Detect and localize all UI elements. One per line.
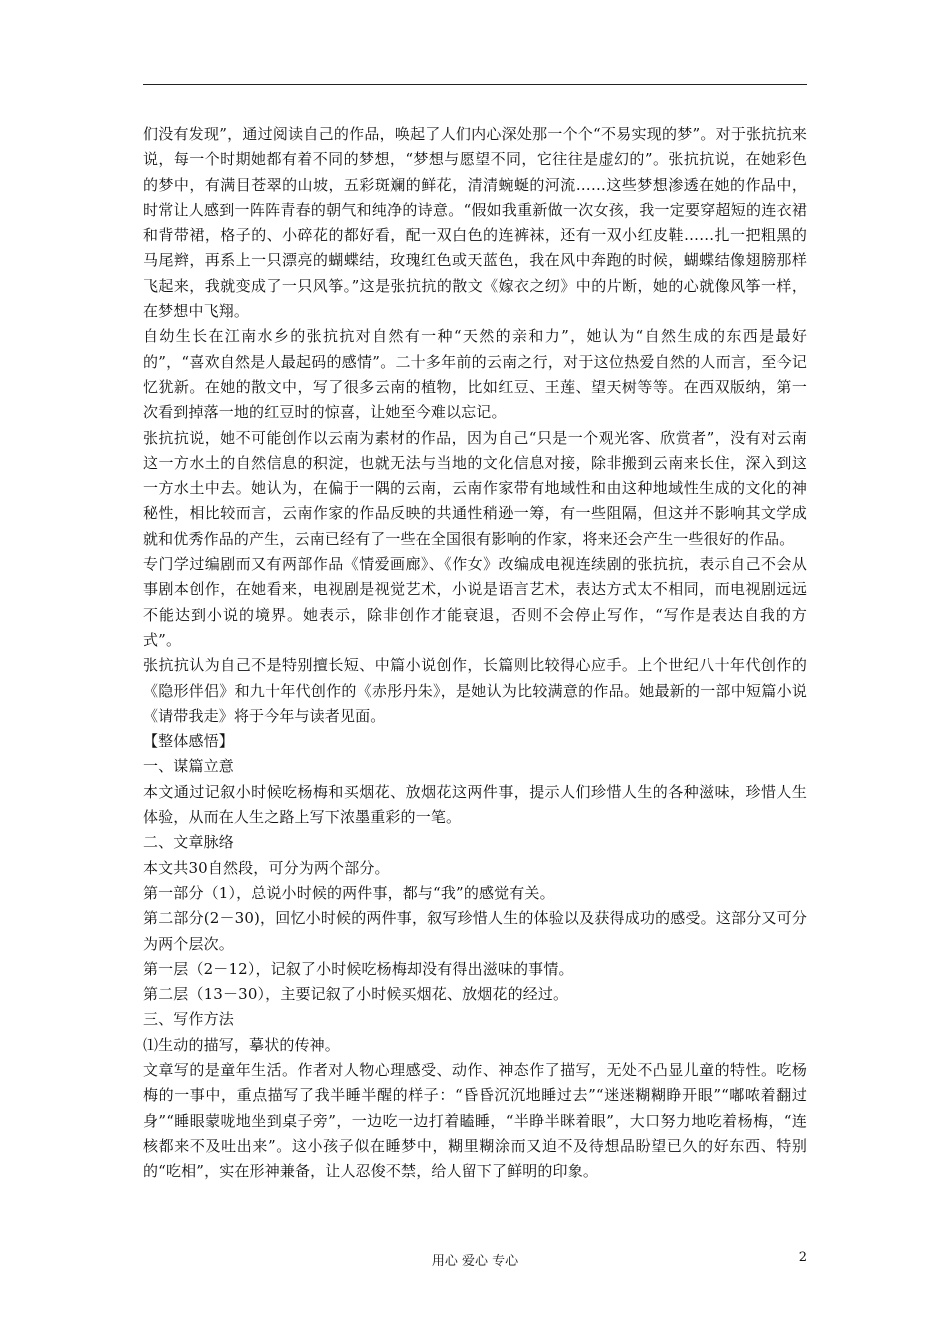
paragraph-part-one: 第一部分（1），总说小时候的两件事，都与“我”的感觉有关。 <box>143 883 555 902</box>
paragraph-layer-one: 第一层（2－12），记叙了小时候吃杨梅却没有得出滋味的事情。 <box>143 959 574 978</box>
paragraph-part-two: 第二部分(2－30)，回忆小时候的两件事，叙写珍惜人生的体验以及获得成功的感受。这部分又可分为两个层次。 <box>143 909 807 953</box>
paragraph-novels: 张抗抗认为自己不是特别擅长短、中篇小说创作，长篇则比较得心应手。上个世纪八十年代创作的《隐形伴侣》和九十年代创作的《赤彤丹朱》，是她认为比较满意的作品。她最新的一部中短篇小说《请带我走》将于今年与读者见面。 <box>143 656 807 725</box>
page-number: 2 <box>798 1250 807 1265</box>
subheading-conception: 一、谋篇立意 <box>143 757 234 776</box>
subheading-writing-methods: 三、写作方法 <box>143 1010 234 1029</box>
paragraph-childhood-description: 文章写的是童年生活。作者对人物心理感受、动作、神态作了描写，无处不凸显儿童的特性。吃杨梅的一事中，重点描写了我半睡半醒的样子：“昏昏沉沉地睡过去”“迷迷糊糊睁开眼”“嘟哝着翻过身”“睡眼蒙咙地坐到桌子旁”，一边吃一边打着瞌睡，“半睁半眯着眼”，大口努力地吃着杨梅，“连核都来不及吐出来”。这小孩子似在睡梦中，糊里糊涂而又迫不及待想品盼望已久的好东西、特别的“吃相”，实在形神兼备，让人忍俊不禁，给人留下了鲜明的印象。 <box>143 1060 807 1181</box>
paragraph-layer-two: 第二层（13－30），主要记叙了小时候买烟花、放烟花的经过。 <box>143 985 569 1004</box>
document-body <box>143 122 807 1184</box>
section-heading-overall: 【整体感悟】 <box>143 732 234 751</box>
header-rule <box>143 84 807 85</box>
paragraph-nature: 自幼生长在江南水乡的张抗抗对自然有一种“天然的亲和力”，她认为“自然生成的东西是最好的”，“喜欢自然是人最起码的感情”。二十多年前的云南之行，对于这位热爱自然的人而言，至今记忆犹新。在她的散文中，写了很多云南的植物，比如红豆、王莲、望天树等等。在西双版纳，第一次看到掉落一地的红豆时的惊喜，让她至今难以忘记。 <box>143 327 807 422</box>
footer-motto: 用心 爱心 专心 <box>431 1254 519 1269</box>
paragraph-conception: 本文通过记叙小时候吃杨梅和买烟花、放烟花这两件事，提示人们珍惜人生的各种滋味，珍惜人生体验，从而在人生之路上写下浓墨重彩的一笔。 <box>143 782 807 827</box>
subheading-structure: 二、文章脉络 <box>143 833 234 852</box>
paragraph-screenwriting: 专门学过编剧而又有两部作品《情爱画廊》、《作女》改编成电视连续剧的张抗抗，表示自己不会从事剧本创作，在她看来，电视剧是视觉艺术，小说是语言艺术，表达方式太不相同，而电视剧远远不能达到小说的境界。她表示，除非创作才能衰退，否则不会停止写作，“写作是表达自我的方式”。 <box>143 555 807 649</box>
paragraph-yunnan: 张抗抗说，她不可能创作以云南为素材的作品，因为自己“只是一个观光客、欣赏者”，没有对云南这一方水土的自然信息的积淀，也就无法与当地的文化信息对接，除非搬到云南来长住，深入到这一方水土中去。她认为，在偏于一隅的云南，云南作家带有地域性和由这种地域性生成的文化的神秘性，相比较而言，云南作家的作品反映的共通性稍逊一筹，有一些阻隔，但这并不影响其文学成就和优秀作品的产生，云南已经有了一些在全国很有影响的作家，将来还会产生一些很好的作品。 <box>143 428 807 548</box>
paragraph-structure-summary: 本文共30自然段，可分为两个部分。 <box>143 858 390 877</box>
page-footer <box>143 1250 807 1270</box>
paragraph-dream: 们没有发现”，通过阅读自己的作品，唤起了人们内心深处那一个个“不易实现的梦”。对于张抗抗来说，每一个时期她都有着不同的梦想，“梦想与愿望不同，它往往是虚幻的”。张抗抗说，在她彩色的梦中，有满目苍翠的山坡，五彩斑斓的鲜花，清清蜿蜒的河流……这些梦想渗透在她的作品中，时常让人感到一阵阵青春的朝气和纯净的诗意。“假如我重新做一次女孩，我一定要穿超短的连衣裙和背带裙，格子的、小碎花的都好看，配一双白色的连裤袜，还有一双小红皮鞋……扎一把粗黑的马尾辫，再系上一只漂亮的蝴蝶结，玫瑰红色或天蓝色，我在风中奔跑的时候，蝴蝶结像翅膀那样飞起来，我就变成了一只风筝。”这是张抗抗的散文《嫁衣之纫》中的片断，她的心就像风筝一样，在梦想中飞翔。 <box>143 125 807 321</box>
point-vivid-description: ⑴生动的描写，摹状的传神。 <box>143 1035 340 1054</box>
